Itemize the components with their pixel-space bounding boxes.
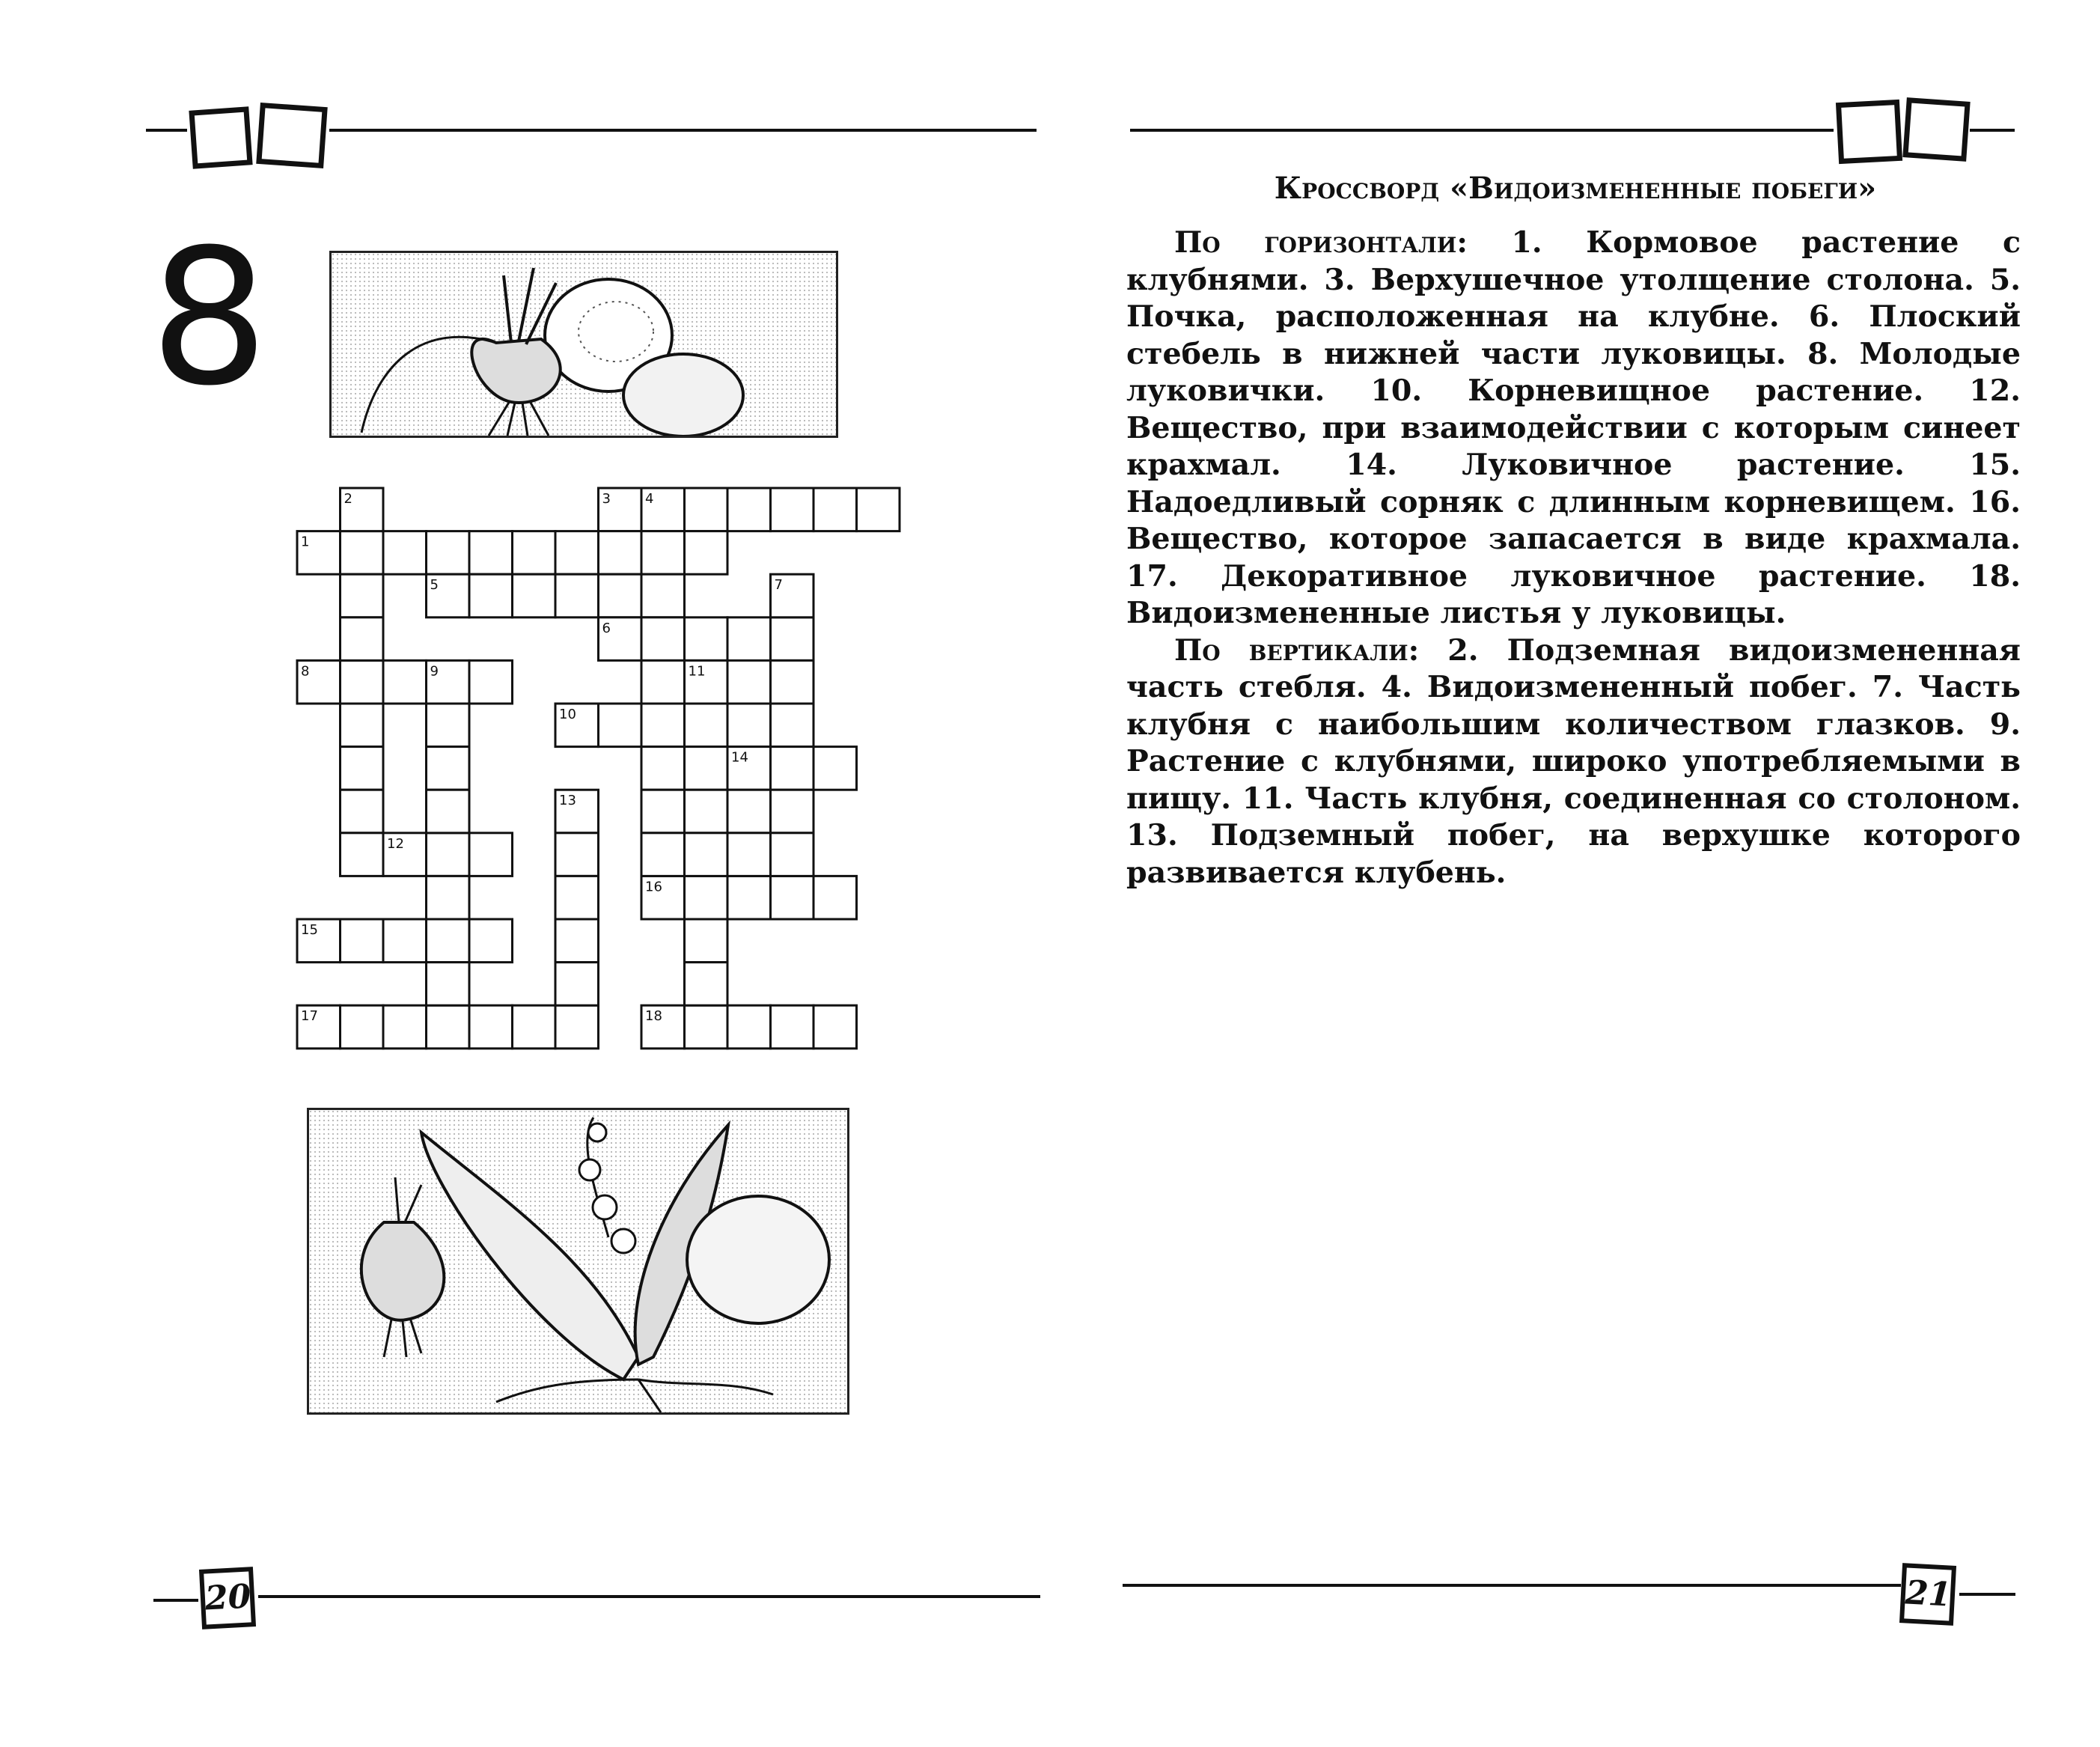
lily-bulb-potato-drawing — [309, 1110, 847, 1412]
crossword-cell[interactable] — [341, 919, 384, 963]
crossword-cell[interactable] — [685, 747, 728, 790]
puzzle-number: 8 — [150, 209, 269, 427]
crossword-cell[interactable] — [341, 574, 384, 618]
crossword-cell[interactable] — [685, 919, 728, 963]
clue-number-10: 10 — [559, 707, 576, 722]
crossword-cell[interactable] — [599, 574, 642, 618]
crossword-cell[interactable] — [727, 1005, 771, 1049]
crossword-cell[interactable] — [469, 574, 513, 618]
crossword-cell[interactable] — [771, 1005, 814, 1049]
clue-number-6: 6 — [602, 620, 611, 636]
crossword-cell[interactable] — [383, 531, 427, 575]
crossword-cell[interactable] — [555, 531, 599, 575]
crossword-cell[interactable] — [427, 876, 470, 919]
crossword-cell[interactable] — [814, 876, 857, 919]
crossword-cell[interactable] — [685, 488, 728, 531]
clues-text — [1126, 225, 2021, 891]
crossword-cell[interactable] — [727, 833, 771, 876]
crossword-cell[interactable] — [641, 574, 685, 618]
crossword-cell[interactable] — [641, 747, 685, 790]
crossword-cell[interactable] — [341, 833, 384, 876]
crossword-cell[interactable] — [555, 833, 599, 876]
clue-number-1: 1 — [301, 534, 310, 550]
illustration-lily-bulb-potato — [307, 1108, 849, 1415]
crossword-cell[interactable] — [771, 618, 814, 661]
page-number-right: 21 — [1899, 1563, 1956, 1626]
clue-number-7: 7 — [774, 577, 783, 594]
crossword-cell[interactable] — [771, 833, 814, 876]
crossword-cell[interactable] — [341, 660, 384, 704]
crossword-cell[interactable] — [685, 531, 728, 575]
crossword-cell[interactable] — [555, 963, 599, 1006]
crossword-cell[interactable] — [383, 919, 427, 963]
crossword-cell[interactable] — [427, 531, 470, 575]
crossword-cell[interactable] — [771, 747, 814, 790]
down-clues — [1126, 632, 2021, 892]
crossword-cell[interactable] — [341, 1005, 384, 1049]
clue-number-18: 18 — [645, 1008, 662, 1025]
crossword-cell[interactable] — [685, 833, 728, 876]
crossword-cell[interactable] — [857, 488, 900, 531]
crossword-cell[interactable] — [383, 1005, 427, 1049]
crossword-cell[interactable] — [383, 660, 427, 704]
crossword-cell[interactable] — [513, 531, 556, 575]
crossword-cell[interactable] — [427, 747, 470, 790]
crossword-cell[interactable] — [427, 833, 470, 876]
crossword-cell[interactable] — [641, 618, 685, 661]
page-number-left: 20 — [199, 1567, 256, 1629]
crossword-cell[interactable] — [727, 618, 771, 661]
crossword-cell[interactable] — [685, 876, 728, 919]
crossword-grid — [0, 0, 1048, 1085]
crossword-cell[interactable] — [427, 790, 470, 833]
crossword-title: Кроссворд «Видоизмененные побеги» — [1274, 171, 1877, 206]
clue-number-14: 14 — [731, 749, 748, 766]
crossword-cell[interactable] — [513, 574, 556, 618]
crossword-cell[interactable] — [427, 1005, 470, 1049]
down-clues-text: 2. Подземная видоизмененная часть стебля. 4. Видоизмененный побег. 7. Часть клубня с наибольшим количеством глазков. 9. Растение с клубнями, широко употребляемыми в пищу. 11. Часть клубня, соединенная со столоном. 13. Подземный побег, на верхушке которого развивается клубень. — [1126, 632, 2021, 890]
crossword-cell[interactable] — [771, 488, 814, 531]
clue-number-13: 13 — [559, 793, 576, 809]
crossword-cell[interactable] — [641, 833, 685, 876]
crossword-cell[interactable] — [427, 963, 470, 1006]
crossword-cell[interactable] — [427, 919, 470, 963]
crossword-cell[interactable] — [685, 618, 728, 661]
crossword-cell[interactable] — [814, 1005, 857, 1049]
clue-number-11: 11 — [688, 663, 706, 680]
crossword-cell[interactable] — [513, 1005, 556, 1049]
crossword-cell[interactable] — [771, 876, 814, 919]
crossword-cell[interactable] — [727, 876, 771, 919]
crossword-cell[interactable] — [341, 531, 384, 575]
crossword-cell[interactable] — [341, 618, 384, 661]
crossword-cell[interactable] — [771, 660, 814, 704]
clue-number-2: 2 — [344, 491, 352, 507]
crossword-cell[interactable] — [641, 704, 685, 747]
crossword-cell[interactable] — [555, 1005, 599, 1049]
clue-number-16: 16 — [645, 879, 662, 895]
clue-number-17: 17 — [301, 1008, 318, 1025]
clue-number-4: 4 — [645, 491, 654, 507]
crossword-cell[interactable] — [555, 876, 599, 919]
clue-number-9: 9 — [430, 663, 439, 680]
clue-number-3: 3 — [602, 491, 611, 507]
clue-number-8: 8 — [301, 663, 310, 680]
crossword-cell[interactable] — [727, 704, 771, 747]
clue-number-15: 15 — [301, 922, 318, 938]
clue-number-5: 5 — [430, 577, 439, 594]
across-clues-text: 1. Кормовое растение с клубнями. 3. Верхушечное утолщение столона. 5. Почка, расположенная на клубне. 6. Плоский стебель в нижней части луковицы. 8. Молодые луковички. 10. Корневищное растение. 12. Вещество, при взаимодействии с которым синеет крахмал. 14. Луковичное растение. 15. Надоедливый сорняк с длинным корневищем. 16. Вещество, которое запасается в виде крахмала. 17. Декоративное луковичное растение. 18. Видоизмененные листья у луковицы. — [1126, 225, 2021, 630]
crossword-cell[interactable] — [469, 833, 513, 876]
crossword-cell[interactable] — [727, 790, 771, 833]
crossword-cell[interactable] — [771, 704, 814, 747]
crossword-cell[interactable] — [555, 919, 599, 963]
crossword-cell[interactable] — [685, 1005, 728, 1049]
crossword-cell[interactable] — [727, 488, 771, 531]
crossword-cell[interactable] — [814, 488, 857, 531]
crossword-cell[interactable] — [469, 1005, 513, 1049]
down-heading: По вертикали: — [1174, 632, 1420, 668]
across-clues — [1126, 225, 2021, 632]
crossword-cell[interactable] — [341, 747, 384, 790]
crossword-cell[interactable] — [641, 531, 685, 575]
crossword-cell[interactable] — [341, 704, 384, 747]
crossword-cell[interactable] — [555, 574, 599, 618]
crossword-cell[interactable] — [641, 790, 685, 833]
clue-number-12: 12 — [387, 835, 404, 852]
crossword-cell[interactable] — [599, 531, 642, 575]
crossword-cell[interactable] — [599, 704, 642, 747]
crossword-cell[interactable] — [685, 704, 728, 747]
across-heading: По горизонтали: — [1174, 225, 1468, 260]
crossword-cell[interactable] — [685, 790, 728, 833]
crossword-cell[interactable] — [814, 747, 857, 790]
crossword-cell[interactable] — [427, 704, 470, 747]
crossword-cell[interactable] — [469, 919, 513, 963]
crossword-cell[interactable] — [469, 660, 513, 704]
crossword-cell[interactable] — [341, 790, 384, 833]
crossword-cell[interactable] — [469, 531, 513, 575]
crossword-cell[interactable] — [641, 660, 685, 704]
crossword-cell[interactable] — [685, 963, 728, 1006]
crossword-cell[interactable] — [771, 790, 814, 833]
